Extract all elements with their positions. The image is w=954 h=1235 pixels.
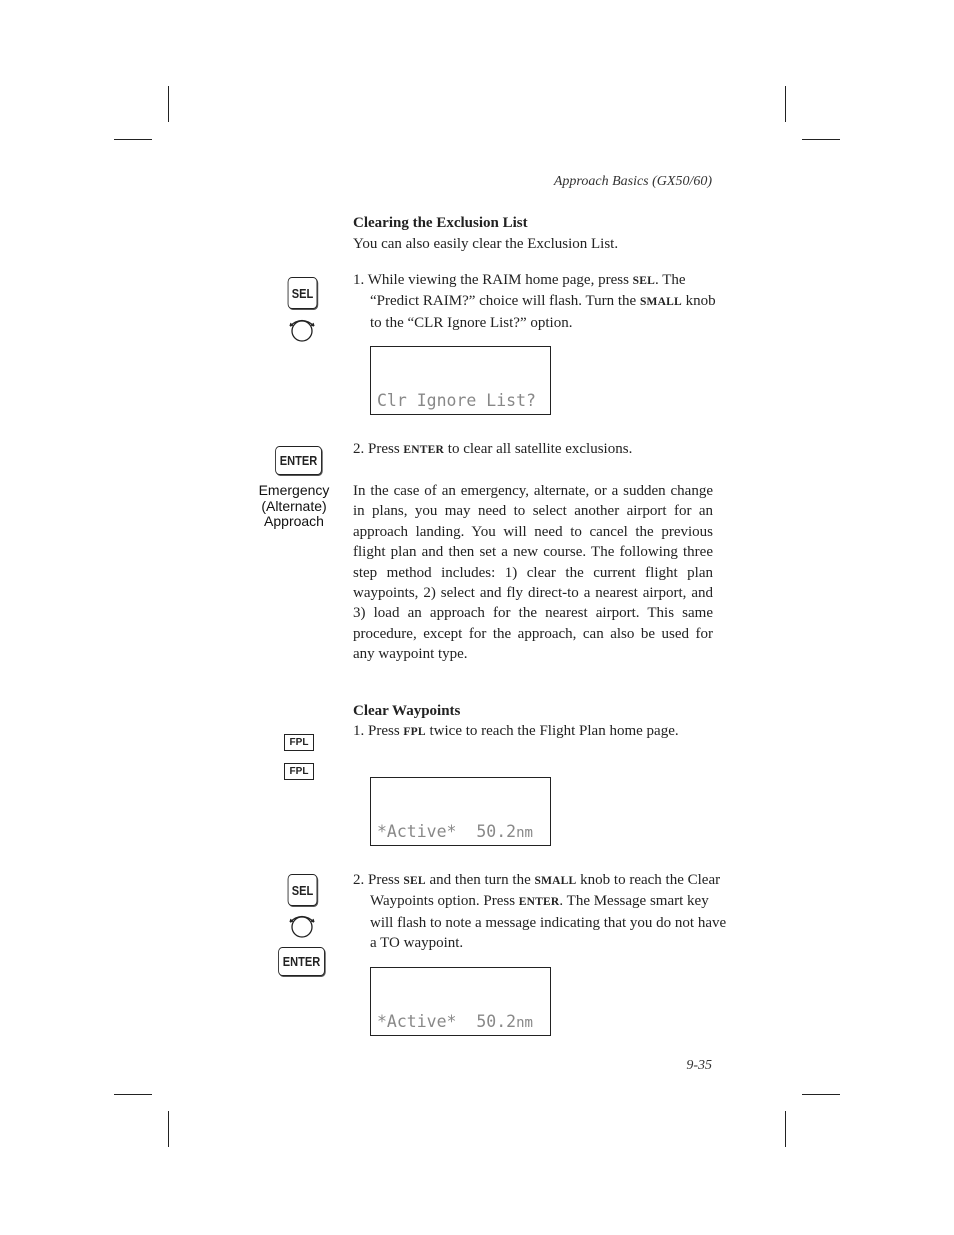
enter-key-icon: ENTER	[275, 446, 322, 475]
sel-key-icon: SEL	[288, 874, 318, 906]
crop-mark	[785, 86, 786, 122]
crop-mark	[168, 1111, 169, 1147]
lcd-screen-clear-waypoints	[370, 967, 551, 1036]
crop-mark	[802, 1094, 840, 1095]
crop-mark	[114, 139, 152, 140]
step-1-text: 1. While viewing the RAIM home page, press SEL. The “Predict RAIM?” choice will flash. Turn the SMALL knob to the “CLR Ignore List?” option.	[353, 272, 716, 331]
lcd-screen-clr-ignore	[370, 346, 551, 415]
crop-mark	[114, 1094, 152, 1095]
crop-mark	[168, 86, 169, 122]
lcd-line: Clr Ignore List?	[377, 391, 536, 410]
running-head: Approach Basics (GX50/60)	[553, 174, 712, 189]
emergency-paragraph: In the case of an emergency, alternate, or a sudden change in plans, you may need to select another airport for an approach landing. You will need to cancel the previous flight plan and then set a new course. The following three step method includes: 1) clear the current flight plan waypoints, 2) select and fly direct-to a nearest airport, and 3) load an approach for the nearest airport. This same procedure, except for the approach, can also be used for any waypoint type.	[353, 483, 713, 663]
step-1-text: 1. Press FPL twice to reach the Flight Plan home page.	[353, 723, 679, 739]
step-2-text: 2. Press ENTER to clear all satellite exclusions.	[353, 441, 633, 457]
enter-key-icon: ENTER	[278, 947, 325, 976]
page-number: 9-35	[686, 1058, 712, 1073]
side-heading: Emergency (Alternate) Approach	[258, 482, 330, 529]
lcd-line: *Active* 50.2nm	[377, 822, 533, 841]
fpl-key-icon: FPL	[284, 763, 314, 780]
crop-mark	[802, 139, 840, 140]
sel-key-icon: SEL	[288, 277, 318, 309]
intro-text: You can also easily clear the Exclusion List.	[353, 236, 619, 252]
lcd-screen-active	[370, 777, 551, 846]
lcd-line: *Active* 50.2nm	[377, 1012, 533, 1031]
small-knob-icon	[285, 912, 319, 940]
step-2-text: 2. Press SEL and then turn the SMALL knob to reach the Clear Waypoints option. Press ENTER. The Message smart key will flash to note a message indicating that you do not have a TO waypoint.	[353, 872, 727, 952]
section-title: Clear Waypoints	[353, 703, 461, 719]
crop-mark	[785, 1111, 786, 1147]
fpl-key-icon: FPL	[284, 734, 314, 751]
section-title: Clearing the Exclusion List	[353, 215, 528, 231]
small-knob-icon	[285, 316, 319, 344]
